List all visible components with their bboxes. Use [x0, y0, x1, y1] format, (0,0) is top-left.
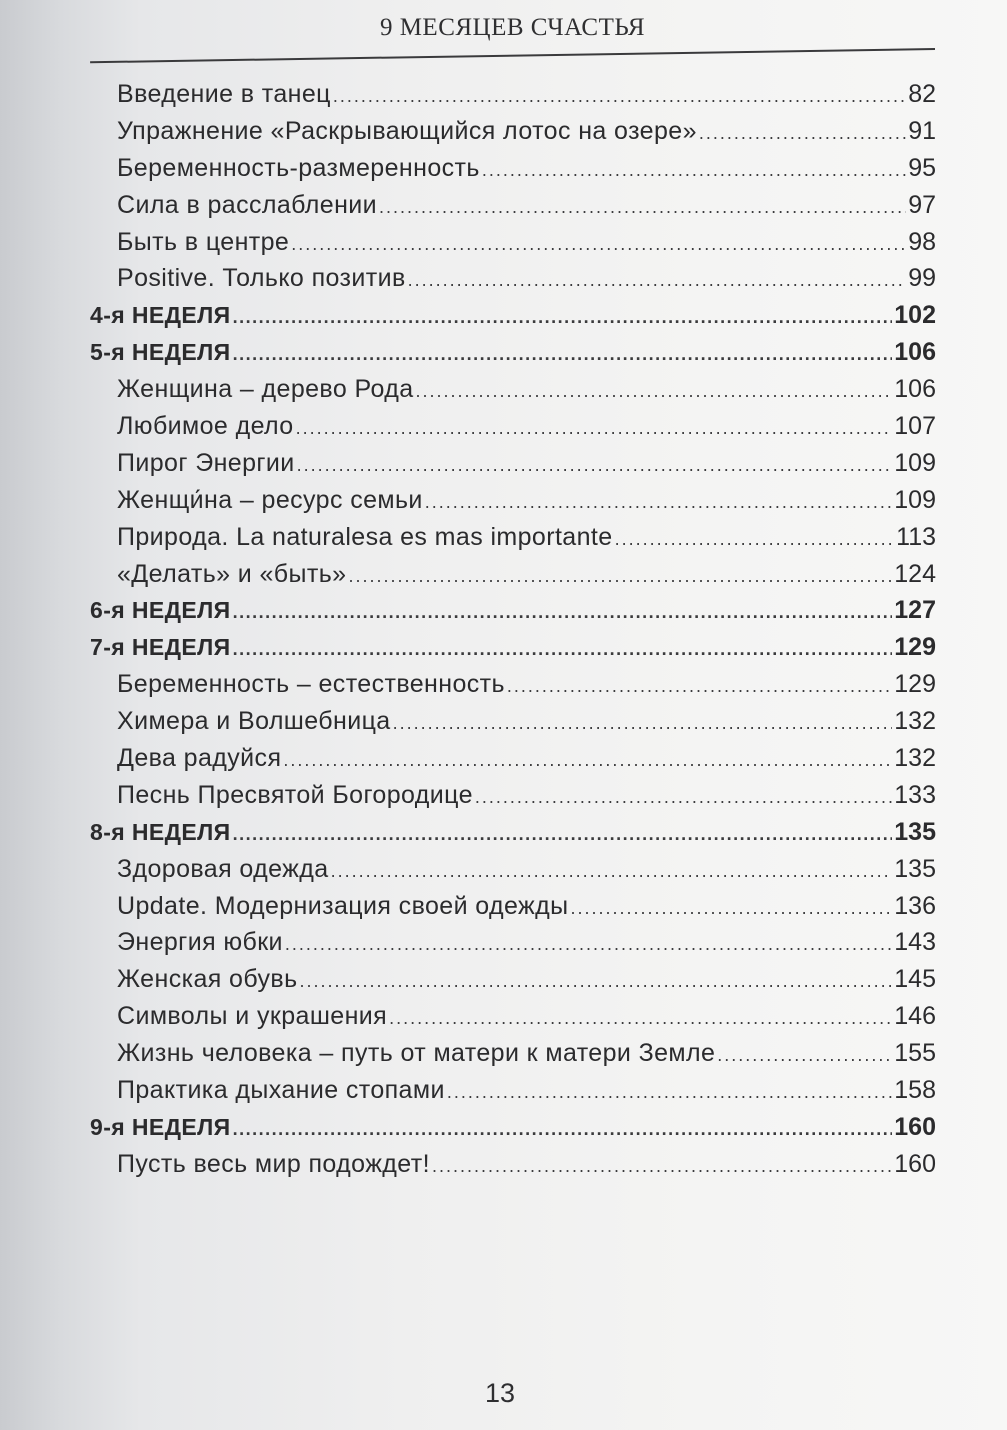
header-rule — [90, 48, 935, 63]
toc-entry-page: 113 — [896, 522, 936, 551]
toc-entry-title: Женская обувь — [117, 965, 298, 994]
toc-entry-page: 127 — [894, 596, 936, 625]
toc-week-heading — [90, 1109, 936, 1146]
toc-entry — [90, 998, 936, 1035]
toc-entry — [90, 150, 936, 187]
table-of-contents — [90, 76, 936, 1183]
toc-entry — [90, 666, 936, 703]
toc-entry — [90, 740, 936, 777]
dot-leader — [432, 1148, 892, 1184]
toc-entry-title: Песнь Пресвятой Богородице — [117, 780, 473, 809]
toc-entry-title: Positive. Только позитив — [117, 264, 406, 293]
toc-entry-page: 155 — [894, 1039, 936, 1068]
toc-entry-title: Дева радуйся — [117, 744, 282, 773]
toc-entry-page: 135 — [894, 854, 936, 883]
toc-entry-page: 124 — [894, 559, 936, 588]
toc-entry-title: Update. Модернизация своей одежды — [117, 891, 569, 920]
dot-leader — [297, 447, 893, 483]
toc-entry-title: Быть в центре — [117, 227, 290, 256]
dot-leader — [233, 299, 893, 335]
toc-entry-page: 146 — [894, 1002, 936, 1031]
toc-entry-title: Химера и Волшебница — [117, 707, 391, 736]
toc-entry — [90, 371, 936, 408]
toc-entry-page: 132 — [894, 744, 936, 773]
dot-leader — [416, 373, 893, 409]
dot-leader — [233, 631, 893, 667]
toc-entry-page: 145 — [894, 965, 936, 994]
toc-entry-page: 158 — [894, 1076, 936, 1105]
toc-entry-page: 99 — [908, 264, 936, 293]
toc-entry-page: 102 — [894, 301, 936, 330]
toc-entry-page: 133 — [894, 780, 936, 809]
toc-week-heading — [90, 592, 936, 629]
dot-leader — [393, 705, 893, 741]
toc-entry — [90, 851, 936, 888]
toc-entry-title: Упражнение «Раскрывающийся лотос на озере» — [117, 116, 697, 145]
toc-entry — [90, 1072, 936, 1109]
dot-leader — [379, 189, 906, 225]
toc-entry-title: Здоровая одежда — [117, 854, 329, 883]
toc-week-heading — [90, 629, 936, 666]
toc-entry-title: Практика дыхание стопами — [117, 1076, 445, 1105]
dot-leader — [348, 558, 892, 594]
toc-entry — [90, 482, 936, 519]
dot-leader — [233, 594, 893, 630]
toc-entry — [90, 703, 936, 740]
toc-entry-title: Беременность-размеренность — [117, 153, 480, 182]
dot-leader — [233, 336, 893, 372]
dot-leader — [300, 963, 893, 999]
toc-entry-page: 132 — [894, 707, 936, 736]
toc-entry-title: Жизнь человека – путь от матери к матери Земле — [117, 1039, 716, 1068]
toc-entry-title: 9-я НЕДЕЛЯ — [90, 1113, 231, 1140]
toc-entry-title: Энергия юбки — [117, 928, 283, 957]
dot-leader — [615, 521, 895, 557]
toc-entry-title: Пусть весь мир подождет! — [117, 1149, 430, 1178]
toc-entry-title: 8-я НЕДЕЛЯ — [90, 818, 231, 845]
toc-entry-page: 91 — [908, 116, 936, 145]
toc-entry-page: 136 — [894, 891, 936, 920]
toc-entry — [90, 408, 936, 445]
dot-leader — [408, 262, 907, 298]
toc-entry-page: 160 — [894, 1112, 936, 1141]
toc-entry-page: 109 — [894, 485, 936, 514]
toc-entry-title: Введение в танец — [117, 80, 331, 108]
dot-leader — [283, 742, 892, 778]
toc-entry-title: Любимое дело — [117, 412, 294, 441]
toc-entry-page: 135 — [894, 817, 936, 846]
running-head: 9 МЕСЯЦЕВ СЧАСТЬЯ — [379, 14, 646, 41]
dot-leader — [296, 410, 893, 446]
dot-leader — [291, 226, 906, 262]
dot-leader — [233, 816, 893, 852]
toc-entry — [90, 924, 936, 961]
toc-entry-title: Женщи́на – ресурс семьи — [117, 485, 423, 514]
dot-leader — [699, 115, 906, 151]
dot-leader — [233, 1111, 893, 1147]
toc-entry-page: 98 — [908, 227, 936, 256]
page-number: 13 — [484, 1378, 516, 1408]
toc-entry — [90, 1035, 936, 1072]
toc-entry-page: 95 — [908, 153, 936, 182]
toc-entry — [90, 445, 936, 482]
toc-entry — [90, 260, 936, 297]
toc-entry-page: 97 — [908, 190, 936, 219]
toc-week-heading — [90, 814, 936, 851]
toc-entry-page: 106 — [894, 375, 936, 404]
toc-entry-page: 109 — [894, 448, 936, 477]
toc-entry-title: 6-я НЕДЕЛЯ — [90, 597, 231, 624]
toc-entry-title: Сила в расслаблении — [117, 190, 378, 219]
dot-leader — [331, 853, 893, 889]
toc-entry-title: 4-я НЕДЕЛЯ — [90, 302, 231, 329]
toc-entry — [90, 76, 936, 113]
toc-entry-page: 107 — [894, 412, 936, 441]
toc-entry-title: «Делать» и «быть» — [117, 559, 347, 588]
toc-week-heading — [90, 334, 936, 371]
toc-entry — [90, 113, 936, 150]
dot-leader — [447, 1074, 892, 1110]
toc-entry-title: Женщина – дерево Рода — [117, 375, 414, 404]
dot-leader — [389, 1000, 892, 1036]
toc-entry — [90, 556, 936, 593]
toc-entry-page: 129 — [894, 633, 936, 662]
dot-leader — [717, 1037, 892, 1073]
toc-entry-page: 129 — [894, 670, 936, 699]
toc-entry — [90, 224, 936, 261]
toc-entry-title: 7-я НЕДЕЛЯ — [90, 634, 231, 661]
toc-entry — [90, 1146, 936, 1183]
toc-entry-title: Беременность – естественность — [117, 670, 505, 699]
dot-leader — [285, 926, 892, 962]
toc-entry-page: 143 — [894, 928, 936, 957]
toc-entry-title: 5-я НЕДЕЛЯ — [90, 339, 231, 366]
toc-entry — [90, 187, 936, 224]
dot-leader — [475, 779, 892, 815]
dot-leader — [571, 890, 893, 926]
dot-leader — [425, 484, 892, 520]
toc-entry-title: Символы и украшения — [117, 1002, 388, 1031]
toc-week-heading — [90, 297, 936, 334]
toc-entry — [90, 888, 936, 925]
toc-entry — [90, 961, 936, 998]
toc-entry-page: 106 — [894, 338, 936, 367]
toc-entry-page: 160 — [894, 1149, 936, 1178]
toc-entry — [90, 519, 936, 556]
toc-entry — [90, 777, 936, 814]
toc-entry-title: Пирог Энергии — [117, 448, 295, 477]
toc-entry-title: Природа. La naturalesa es mas importante — [117, 522, 613, 551]
toc-entry-page: 82 — [908, 80, 936, 108]
dot-leader — [333, 78, 906, 114]
dot-leader — [482, 152, 906, 188]
dot-leader — [507, 668, 892, 704]
